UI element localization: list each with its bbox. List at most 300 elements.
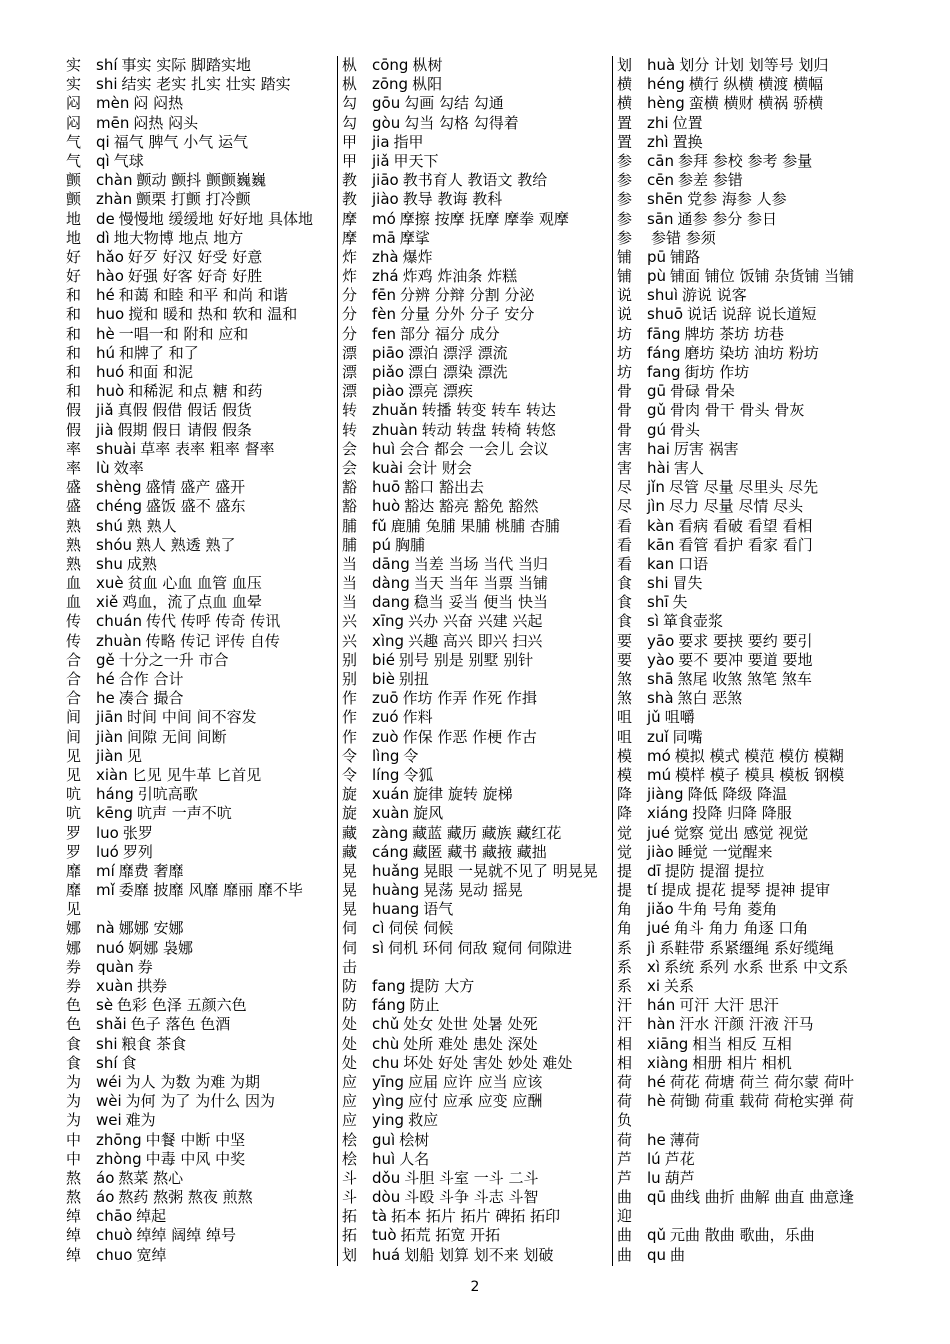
entry-words: 兴趣 高兴 即兴 扫兴 [408,631,543,650]
entry-row [66,536,338,555]
entry-pinyin: jué [647,823,670,842]
entry-pinyin: cáng [372,842,409,861]
entry-pinyin: shuài [96,439,137,458]
entry-character: 旋 [342,785,358,804]
entry-character: 晃 [342,900,358,919]
entry-words: 口语 [678,554,709,573]
entry-character: 靡 [66,861,82,880]
entry-character: 教 [342,190,358,209]
entry-row [617,766,889,785]
entry-row [617,1092,889,1111]
entry-words: 间隙 无间 间断 [127,727,227,746]
entry-pinyin: qi [96,132,110,151]
entry-row [66,1015,338,1034]
entry-pinyin: líng [372,765,400,784]
entry-row [342,574,610,593]
entry-character: 色 [66,996,82,1015]
entry-pinyin: wèi [96,1092,122,1111]
entry-pinyin: zhá [372,267,399,286]
entry-row [342,305,610,324]
entry-words: 粮食 茶食 [121,1034,187,1053]
entry-pinyin: zuō [372,689,399,708]
entry-pinyin: sān [647,209,674,228]
entry-character: 券 [66,977,82,995]
entry-words: 防止 [409,996,440,1015]
entry-character: 和 [66,343,82,362]
entry-row [617,344,889,363]
entry-words: 党参 海参 人参 [687,190,787,209]
entry-character: 拓 [342,1207,358,1226]
entry-pinyin: yào [647,650,675,669]
entry-words: 参差 参错 [677,171,743,190]
entry-character: 摩 [342,209,358,228]
entry-pinyin: shóu [96,535,133,554]
entry-words: 传代 传呼 传奇 传讯 [145,612,281,631]
entry-words: 地大物博 地点 地方 [113,228,244,247]
entry-words: 咀嚼 [664,708,695,727]
entry-pinyin: huō [372,478,401,497]
entry-words: 颤动 颤抖 颤颤巍巍 [136,171,266,190]
entry-pinyin: jiǎ [96,401,114,420]
entry-character: 降 [617,785,633,804]
entry-words: 伺侯 伺候 [388,919,454,938]
entry-words: 福气 脾气 小气 运气 [113,132,249,151]
entry-character: 转 [342,420,358,439]
entry-pinyin: gě [96,650,115,669]
entry-character: 汗 [617,996,633,1015]
entry-words: 作坊 作弄 作死 作揖 [402,689,537,708]
entry-character: 率 [66,458,82,477]
entry-character: 颤 [66,190,82,209]
entry-character: 为 [66,1111,82,1130]
entry-character: 处 [342,1015,358,1034]
entry-row [342,401,610,420]
entry-pinyin: shí [96,1053,118,1072]
entry-character: 令 [342,746,358,765]
entry-row [66,670,338,689]
entry-character: 闷 [66,94,82,113]
entry-character: 传 [66,612,82,631]
entry-row [342,919,610,938]
entry-words: 分辨 分辩 分割 分泌 [400,286,535,305]
entry-pinyin: jiàng [647,785,684,804]
entry-pinyin: qū [647,1188,667,1207]
entry-row [617,670,889,689]
entry-pinyin: xiě [96,593,119,612]
entry-row [342,1035,610,1054]
entry-character: 合 [66,650,82,669]
entry-words: 降低 降级 降温 [687,785,788,804]
entry-words: 凑合 撮合 [118,689,184,708]
entry-pinyin: áo [96,1188,115,1207]
entry-character: 盛 [66,497,82,516]
entry-row [617,171,889,190]
entry-pinyin: kuài [372,458,404,477]
entry-character: 漂 [342,363,358,381]
entry-character: 看 [617,554,633,573]
entry-row [342,517,610,536]
entry-row [617,517,889,536]
entry-row [66,152,338,171]
entry-pinyin: zuó [372,708,399,727]
entry-words: 煞尾 收煞 煞笔 煞车 [677,670,812,688]
entry-words: 部分 福分 成分 [400,324,500,343]
entry-pinyin: zhuǎn [372,401,418,420]
entry-words: 同嘴 [672,727,703,746]
entry-words: 食 [121,1053,137,1072]
entry-pinyin: pù [647,267,667,286]
entry-pinyin: huì [372,439,396,458]
entry-pinyin: jia [372,132,390,151]
entry-words: 铺路 [670,247,701,266]
entry-pinyin: wéi [96,1072,122,1091]
entry-character: 会 [342,458,358,477]
entry-words: 枞树 [412,56,443,74]
entry-character: 漂 [342,343,358,362]
entry-words: 横行 纵横 横渡 横幅 [688,75,824,94]
entry-pinyin: qǔ [647,1226,667,1245]
entry-row [66,708,338,727]
entry-row [66,440,338,459]
entry-character: 处 [342,1034,358,1053]
entry-row [342,689,610,708]
entry-row [617,1246,889,1265]
entry-row [617,478,889,497]
entry-row [342,114,610,133]
entry-words: 作保 作恶 作梗 作古 [402,727,537,746]
entry-words: 闷 闷热 [133,94,184,113]
entry-character: 看 [617,535,633,554]
entry-row [342,881,610,900]
entry-character: 迎 [617,1207,633,1226]
entry-character: 藏 [342,842,358,861]
entry-character: 豁 [342,497,358,516]
entry-row [617,689,889,708]
entry-row [342,440,610,459]
entry-row [342,747,610,766]
entry-row [342,1226,610,1245]
entry-words: 提防 提溜 提拉 [664,861,765,880]
entry-row [66,401,338,420]
entry-row [66,939,338,958]
entry-pinyin: hèng [647,94,685,113]
entry-pinyin: chāo [96,1207,133,1226]
entry-row [617,152,889,171]
entry-row [66,747,338,766]
entry-words: 假期 假日 请假 假条 [117,420,252,439]
entry-pinyin: jiāo [372,171,399,190]
entry-words: 别扭 [398,670,429,688]
entry-row [66,574,338,593]
entry-words: 拱券 [137,977,168,995]
entry-character: 坊 [617,324,633,343]
entry-pinyin: shī [647,593,669,612]
entry-character: 炸 [342,267,358,286]
entry-character: 绰 [66,1226,82,1245]
entry-words: 传略 传记 评传 自传 [145,631,280,650]
entry-pinyin: chù [372,1034,400,1053]
entry-row [66,1150,338,1169]
entry-words: 看病 看破 看望 看相 [678,516,813,535]
entry-pinyin: hài [647,458,670,477]
entry-pinyin: yīng [372,1072,405,1091]
entry-character: 见 [66,900,82,919]
entry-words: 晃荡 晃动 摇晃 [423,881,523,900]
entry-character: 娜 [66,938,82,957]
entry-character: 绰 [66,1245,82,1264]
entry-row [66,632,338,651]
entry-row [66,171,338,190]
entry-character: 煞 [617,689,633,708]
entry-words: 伺机 环伺 伺敌 窥伺 伺隙进 [387,938,573,957]
entry-character: 伺 [342,919,358,938]
entry-character: 系 [617,938,633,957]
entry-words: 位置 [672,113,703,132]
entry-character: 勾 [342,113,358,132]
entry-character: 兴 [342,631,358,650]
entry-character: 中 [66,1130,82,1149]
entry-row [617,497,889,516]
entry-row [342,1015,610,1034]
entry-words: 失 [672,593,688,612]
entry-words: 当天 当年 当票 当铺 [413,574,549,593]
entry-pinyin: cēn [647,171,674,190]
entry-row [66,344,338,363]
entry-words: 令狐 [403,765,434,784]
entry-row [342,862,610,881]
entry-row [66,1054,338,1073]
entry-pinyin: xì [647,957,661,976]
entry-character: 作 [342,727,358,746]
entry-pinyin: áo [96,1168,115,1187]
entry-character: 置 [617,113,633,132]
entry-pinyin: hé [96,670,115,688]
entry-character: 要 [617,650,633,669]
entry-words: 教书育人 教语文 教给 [402,171,548,190]
entry-row [617,305,889,324]
entry-row [617,900,889,919]
entry-words: 摩擦 按摩 抚摩 摩拳 观摩 [399,209,569,228]
entry-words: 处所 难处 患处 深处 [403,1034,538,1053]
entry-pinyin: piāo [372,343,405,362]
entry-character: 熬 [66,1168,82,1187]
entry-pinyin: shi [96,75,118,94]
entry-character: 气 [66,132,82,151]
entry-words: 稳当 妥当 便当 快当 [413,593,549,612]
entry-row [342,1054,610,1073]
entry-pinyin: pū [647,247,667,266]
entry-pinyin: piào [372,382,405,401]
entry-words: 斗殴 斗争 斗志 斗智 [404,1188,539,1207]
entry-row [617,843,889,862]
entry-row [66,1111,338,1130]
entry-pinyin: jiàn [96,727,124,746]
entry-row [342,708,610,727]
entry-character: 觉 [617,842,633,861]
entry-pinyin: dì [96,228,110,247]
entry-character: 会 [342,439,358,458]
entry-words: 人名 [399,1149,430,1168]
entry-words: 和面 和泥 [128,363,193,381]
entry-pinyin: zhì [647,132,669,151]
entry-pinyin: dǒu [372,1168,401,1187]
entry-character: 颤 [66,171,82,190]
entry-words: 草率 表率 粗率 督率 [140,439,275,458]
entry-row [342,229,610,248]
entry-pinyin: xiàn [96,765,128,784]
entry-character: 当 [342,574,358,593]
entry-words: 汗水 汗颜 汗液 汗马 [679,1015,814,1034]
entry-words: 婀娜 袅娜 [128,938,193,957]
entry-row [617,728,889,747]
entry-pinyin: tà [372,1207,388,1226]
entry-pinyin: fáng [372,996,406,1015]
entry-words: 盛情 盛产 盛开 [145,478,246,497]
entry-row [66,382,338,401]
entry-character: 熟 [66,516,82,535]
entry-row [342,593,610,612]
entry-row [342,421,610,440]
entry-pinyin: shuì [647,286,678,305]
entry-row [66,996,338,1015]
entry-character: 和 [66,305,82,324]
entry-words: 系统 系列 水系 世系 中文系 [664,957,849,976]
entry-pinyin: zhà [372,247,399,266]
entry-pinyin: zhōng [96,1130,142,1149]
entry-words: 觉察 觉出 感觉 视觉 [673,823,809,842]
entry-pinyin: shǎi [96,1015,127,1034]
entry-row [342,612,610,631]
entry-character: 靡 [66,881,82,900]
entry-words: 指甲 [393,132,424,151]
entry-words: 救应 [408,1111,439,1130]
entry-row [617,248,889,267]
entry-words: 尽管 尽量 尽里头 尽先 [668,478,819,497]
entry-row [342,363,610,382]
entry-words: 宽绰 [136,1245,167,1264]
entry-character: 券 [66,957,82,976]
entry-row [617,133,889,152]
entry-words: 爆炸 [402,247,433,266]
entry-row [617,1207,889,1226]
entry-pinyin: huó [96,363,125,381]
entry-words: 参错 参须 [651,228,716,247]
entry-character: 铺 [617,247,633,266]
entry-pinyin: cì [372,919,385,938]
entry-character: 闷 [66,113,82,132]
entry-words: 盛饭 盛不 盛东 [146,497,246,516]
entry-pinyin: jì [647,938,656,957]
entry-row [66,1035,338,1054]
entry-words: 投降 归降 降服 [692,804,792,823]
entry-pinyin: qì [96,151,110,170]
entry-pinyin: shà [647,689,674,708]
entry-row [66,958,338,977]
entry-row [617,651,889,670]
entry-row [342,766,610,785]
entry-pinyin: mǐ [96,881,115,900]
entry-character: 尽 [617,497,633,516]
entry-row [66,133,338,152]
entry-character: 漂 [342,382,358,401]
entry-pinyin: gū [647,382,667,401]
entry-character: 降 [617,804,633,823]
entry-row [66,593,338,612]
entry-character: 转 [342,401,358,420]
entry-words: 熬药 熬粥 熬夜 煎熬 [118,1188,253,1207]
entry-row [617,536,889,555]
entry-character: 参 [617,171,633,190]
entry-words: 熬菜 熬心 [118,1168,184,1187]
entry-words: 熟 熟人 [126,516,177,535]
entry-pinyin: jiǎ [372,151,390,170]
entry-character: 地 [66,209,82,228]
entry-character: 为 [66,1072,82,1091]
entry-pinyin: zuò [372,727,399,746]
entry-pinyin: he [647,1130,666,1149]
entry-character: 藏 [342,823,358,842]
entry-words: 漂亮 漂疾 [408,382,473,401]
entry-words: 事实 实际 脚踏实地 [121,56,252,74]
entry-pinyin: biè [372,670,395,688]
entry-character: 食 [66,1034,82,1053]
entry-row [66,785,338,804]
entry-words: 贫血 心血 血管 血压 [127,574,262,593]
entry-pinyin: huì [372,1149,396,1168]
entry-character: 作 [342,689,358,708]
entry-pinyin: kàn [647,516,675,535]
entry-words: 靡费 奢靡 [118,861,184,880]
entry-row [617,1188,889,1207]
entry-character: 枞 [342,56,358,74]
entry-words: 和牌了 和了 [119,343,199,362]
entry-pinyin: luó [96,842,119,861]
entry-pinyin: lu [647,1168,661,1187]
entry-pinyin: ying [372,1111,405,1130]
entry-character: 中 [66,1149,82,1168]
entry-row [617,325,889,344]
entry-words: 和稀泥 和点 糖 和药 [128,382,263,401]
entry-pinyin: zōng [372,75,409,94]
entry-pinyin: bié [372,650,395,669]
entry-words: 色彩 色泽 五颜六色 [117,996,247,1015]
entry-character: 率 [66,439,82,458]
entry-character: 气 [66,151,82,170]
entry-pinyin: jiào [647,842,674,861]
entry-row [342,344,610,363]
entry-character: 当 [342,554,358,573]
entry-character: 和 [66,363,82,381]
entry-pinyin: qu [647,1245,667,1264]
entry-words: 藏匿 藏书 藏掖 藏拙 [412,842,547,861]
entry-pinyin: dī [647,861,661,880]
entry-row [617,56,889,75]
entry-row [617,881,889,900]
entry-row [342,75,610,94]
entry-character: 参 [617,151,633,170]
entry-row [66,651,338,670]
entry-pinyin: shuō [647,305,684,324]
entry-pinyin: dāng [372,554,410,573]
entry-character: 脯 [342,516,358,535]
entry-words: 害人 [673,458,704,477]
entry-row [342,190,610,209]
entry-words: 煞白 恶煞 [677,689,743,708]
entry-words: 效率 [113,458,144,477]
entry-pinyin: chàn [96,171,133,190]
entry-row [617,747,889,766]
entry-pinyin: huò [372,497,401,516]
